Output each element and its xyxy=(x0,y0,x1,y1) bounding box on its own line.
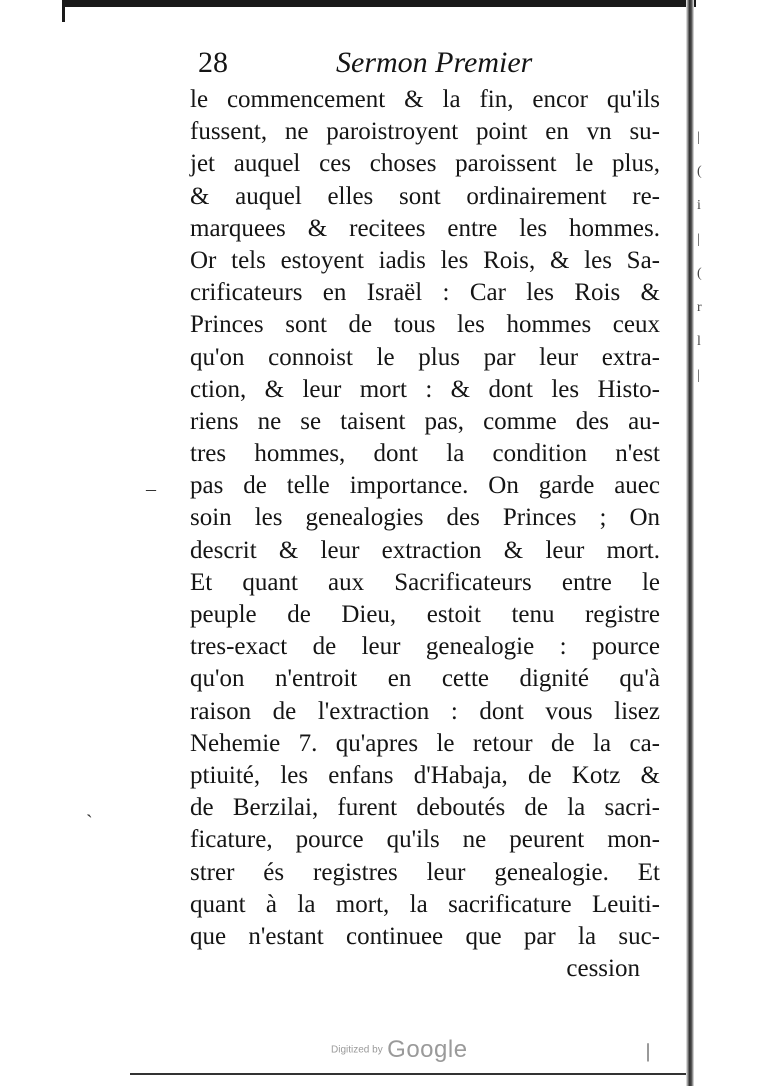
margin-mark: | xyxy=(697,130,700,145)
margin-mark: ( xyxy=(697,164,702,179)
margin-mark: r xyxy=(697,300,702,315)
margin-mark: l xyxy=(697,334,701,349)
stray-mark: ˎ xyxy=(86,796,93,818)
text-line: marquees & recitees entre les hommes. xyxy=(190,214,660,242)
text-line: riens ne se taisent pas, comme des au- xyxy=(190,407,660,435)
text-line: tres-exact de leur genealogie : pource xyxy=(190,633,660,661)
text-line: soin les genealogies des Princes ; On xyxy=(190,504,660,532)
bleed-through-marks xyxy=(697,130,717,402)
text-line: crificateurs en Israël : Car les Rois & xyxy=(190,279,660,307)
text-line: Or tels estoyent iadis les Rois, & les Sa- xyxy=(190,246,660,274)
text-line: Princes sont de tous les hommes ceux xyxy=(190,311,660,339)
text-line: de Berzilai, furent deboutés de la sacri- xyxy=(190,794,660,822)
digitized-label: Digitized by xyxy=(331,1044,383,1056)
book-gutter xyxy=(686,0,694,1086)
text-line: quant à la mort, la sacrificature Leuiti- xyxy=(190,890,660,918)
text-line: qu'on connoist le plus par leur extra- xyxy=(190,343,660,371)
running-title: Sermon Premier xyxy=(336,46,533,79)
body-text xyxy=(190,84,660,985)
text-line: jet auquel ces choses paroissent le plus, xyxy=(190,150,660,178)
catchword: cession xyxy=(566,955,640,983)
text-line: strer és registres leur genealogie. Et xyxy=(190,858,660,886)
page-top-edge xyxy=(62,0,696,7)
text-line: que n'estant continuee que par la suc- xyxy=(190,922,660,950)
text-line: pas de telle importance. On garde auec xyxy=(190,472,660,500)
text-line: ction, & leur mort : & dont les Histo- xyxy=(190,375,660,403)
stray-mark: | xyxy=(646,1040,651,1062)
text-line: raison de l'extraction : dont vous lisez xyxy=(190,697,660,725)
page-number: 28 xyxy=(198,46,228,79)
stray-mark: – xyxy=(146,478,156,500)
text-line: fussent, ne paroistroyent point en vn su- xyxy=(190,118,660,146)
margin-mark: | xyxy=(697,232,700,247)
margin-mark: ( xyxy=(697,266,702,281)
text-line: Et quant aux Sacrificateurs entre le xyxy=(190,568,660,596)
google-logo: Google xyxy=(387,1036,468,1063)
text-line: le commencement & la fin, encor qu'ils xyxy=(190,86,660,113)
text-line: tres hommes, dont la condition n'est xyxy=(190,440,660,468)
margin-mark: i xyxy=(697,198,701,213)
page-left-edge xyxy=(62,0,65,22)
text-line: peuple de Dieu, estoit tenu registre xyxy=(190,601,660,628)
text-line: ficature, pource qu'ils ne peurent mon- xyxy=(190,826,660,854)
digitized-watermark xyxy=(331,1036,468,1064)
text-line: Nehemie 7. qu'apres le retour de la ca- xyxy=(190,729,660,757)
text-line: ptiuité, les enfans d'Habaja, de Kotz & xyxy=(190,761,660,789)
text-line: qu'on n'entroit en cette dignité qu'à xyxy=(190,665,660,693)
text-line: & auquel elles sont ordinairement re- xyxy=(190,182,660,210)
page-bottom-edge xyxy=(130,1073,686,1075)
margin-mark: | xyxy=(697,368,700,383)
text-line: descrit & leur extraction & leur mort. xyxy=(190,536,660,564)
